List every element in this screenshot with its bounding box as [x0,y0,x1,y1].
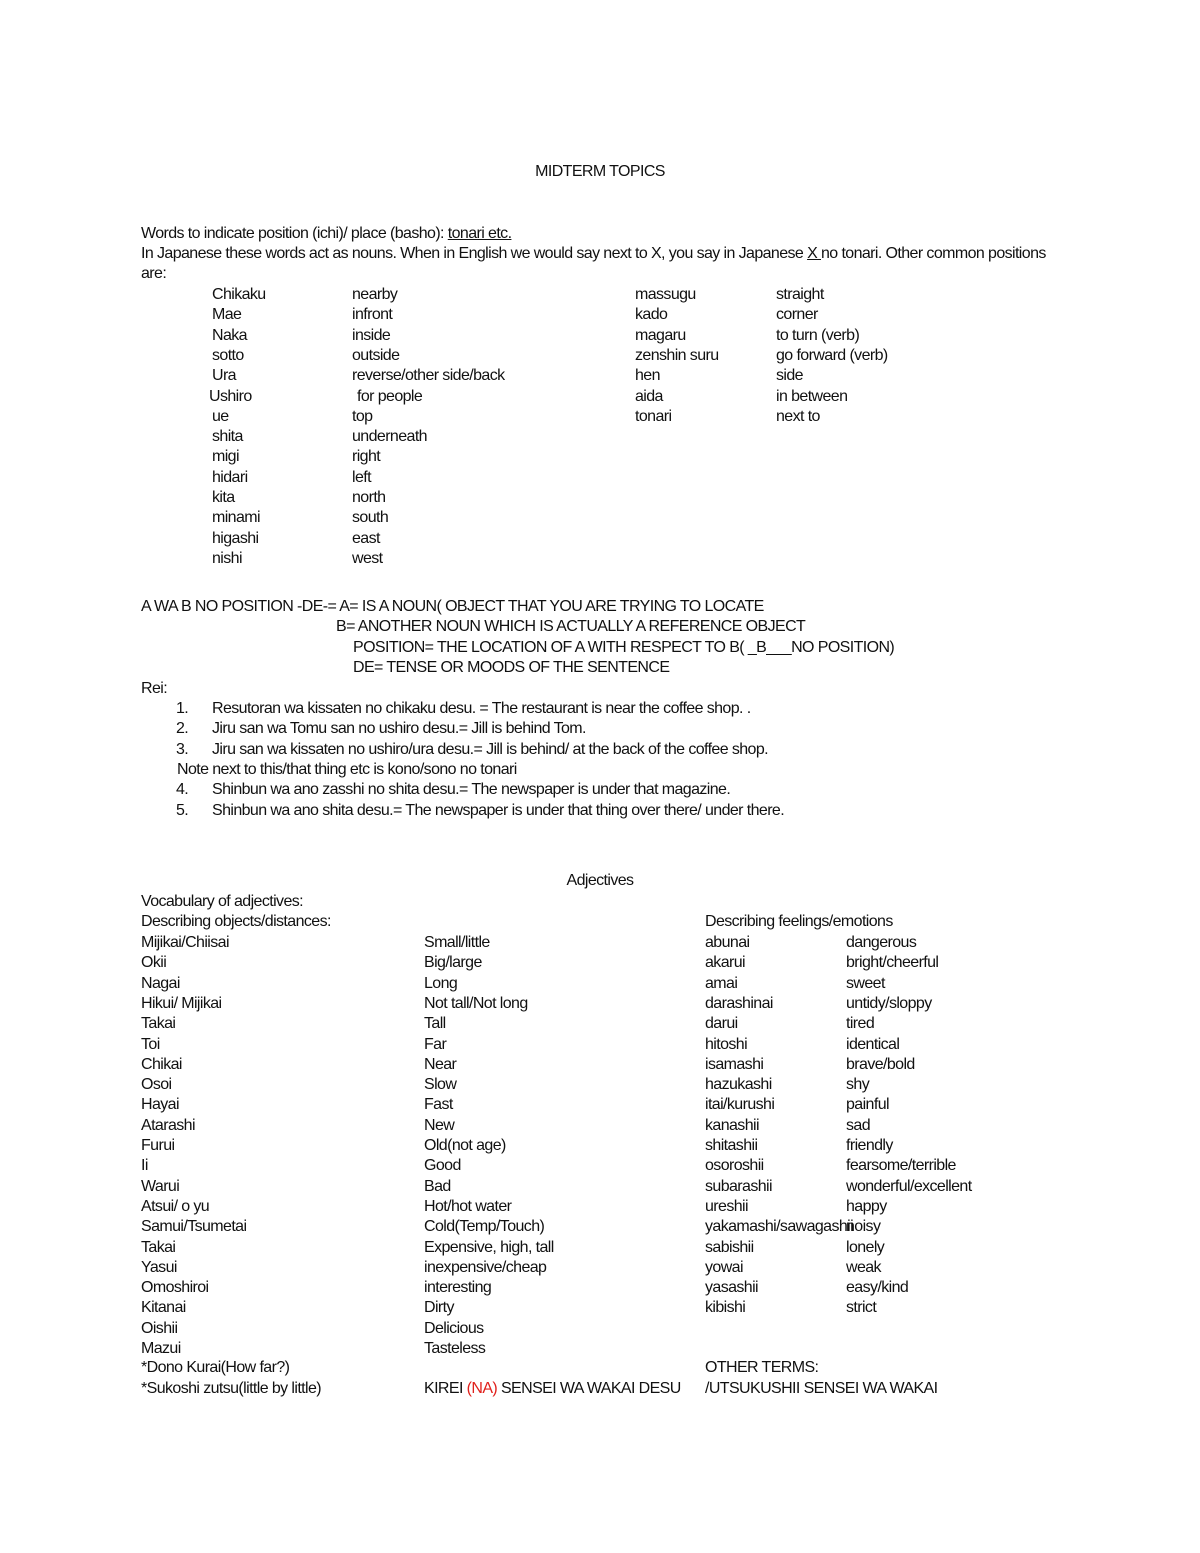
adjective-meaning: brave/bold [846,1055,915,1073]
adjective-term: kibishi [705,1299,746,1317]
adjective-meaning: easy/kind [846,1279,909,1297]
adjective-meaning: lonely [846,1238,885,1256]
adjective-term: Nagai [141,974,180,992]
midterm-title: MIDTERM TOPICS [535,163,665,180]
vocab-label: Vocabulary of adjectives: [141,893,303,910]
adjective-term: abunai [705,934,750,951]
adjective-term: Hayai [141,1096,179,1114]
adjective-meaning: tired [846,1015,875,1033]
position-meaning: inside [352,326,391,344]
position-term: nishi [212,549,242,567]
example-number: 5. [176,801,189,819]
objects-label: Describing objects/distances: [141,913,331,930]
adjective-term: osoroshii [705,1157,764,1175]
position-meaning: go forward (verb) [776,346,888,364]
position-term: hen [635,367,660,385]
para-line-1 [141,244,1046,264]
position-term: tonari [635,407,672,425]
position-term: Mae [212,306,242,324]
position-meaning: next to [776,407,820,425]
adjective-meaning: Small/little [424,934,490,951]
adjective-term: shitashii [705,1137,758,1154]
adjective-meaning: Bad [424,1177,451,1195]
adjective-term: Osoi [141,1076,172,1094]
adjective-meaning: strict [846,1299,877,1317]
position-term: sotto [212,346,244,364]
adjective-meaning: Slow [424,1076,457,1094]
grammar-line-3: POSITION= THE LOCATION OF A WITH RESPECT TO B( _B___NO POSITION) [353,639,895,656]
adjective-term: Ii [141,1157,148,1175]
adjective-term: Mijikai/Chiisai [141,934,229,951]
adjective-term: Warui [141,1177,180,1195]
example-text: Resutoran wa kissaten no chikaku desu. = The restaurant is near the coffee shop. . [212,700,751,717]
example-text: Jiru san wa kissaten no ushiro/ura desu.= Jill is behind/ at the back of the coffee shop. [212,740,768,758]
grammar-line-1: A WA B NO POSITION -DE-= A= IS A NOUN( OBJECT THAT YOU ARE TRYING TO LOCATE [141,598,764,615]
example-text: Shinbun wa ano shita desu.= The newspaper is under that thing over there/ under there. [212,801,785,819]
sukoshi-zutsu: *Sukoshi zutsu(little by little) [141,1380,321,1397]
adjective-term: yasashii [705,1279,759,1297]
adjective-term: Chikai [141,1055,182,1073]
adjective-term: hitoshi [705,1035,748,1053]
adjective-term: Takai [141,1238,176,1256]
intro-underlined: tonari etc. [447,225,512,242]
adjective-meaning: New [424,1116,455,1134]
adjective-term: Yasui [141,1258,177,1276]
adjective-meaning: dangerous [846,934,917,951]
position-meaning: left [352,468,371,486]
adjective-term: yakamashi/sawagashii [705,1218,854,1236]
adjective-term: Takai [141,1015,176,1033]
dono-kurai: *Dono Kurai(How far?) [141,1359,290,1376]
adjective-meaning: Near [424,1055,457,1073]
adjective-meaning: sweet [846,974,885,992]
adjective-meaning: Big/large [424,954,482,972]
adjective-term: darui [705,1015,738,1033]
adjective-meaning: fearsome/terrible [846,1157,956,1175]
adjective-meaning: Cold(Temp/Touch) [424,1218,545,1236]
adjective-meaning: weak [846,1258,881,1276]
adjective-meaning: sad [846,1116,870,1134]
rei-label: Rei: [141,680,168,697]
position-meaning: top [352,407,373,425]
adjective-meaning: wonderful/excellent [846,1177,972,1195]
adjective-meaning: Expensive, high, tall [424,1238,554,1256]
intro-text: Words to indicate position (ichi)/ place (basho): [141,225,448,242]
para-line-2: are: [141,265,167,282]
adjectives-title: Adjectives [566,872,634,889]
adjective-term: Mazui [141,1340,181,1357]
adjective-meaning: inexpensive/cheap [424,1258,547,1276]
para-text-2: no tonari. Other common positions [821,245,1046,262]
adjective-meaning: Delicious [424,1319,484,1337]
position-meaning: for people [357,387,423,405]
adjective-term: ureshii [705,1197,748,1215]
example-text: Note next to this/that thing etc is kono/sono no tonari [177,760,517,778]
adjective-term: Kitanai [141,1299,186,1317]
adjective-term: Oishii [141,1319,178,1337]
example-number: 4. [176,781,189,799]
adjective-term: Toi [141,1035,160,1053]
position-meaning: south [352,509,389,527]
adjective-meaning: Dirty [424,1299,454,1317]
adjective-term: Atarashi [141,1116,195,1134]
position-term: massugu [635,286,696,303]
position-meaning: straight [776,286,824,303]
position-term: kita [212,489,235,506]
position-term: hidari [212,468,248,486]
position-meaning: underneath [352,428,427,446]
adjective-term: Okii [141,954,167,972]
adjective-term: Omoshiroi [141,1279,209,1297]
kirei-pre: KIREI [424,1380,467,1397]
position-term: magaru [635,326,686,344]
adjective-term: Samui/Tsumetai [141,1218,247,1236]
adjective-term: akarui [705,954,745,972]
adjective-meaning: Long [424,974,458,992]
position-meaning: infront [352,306,393,324]
example-number: 2. [176,720,189,738]
position-meaning: north [352,489,386,506]
example-text: Shinbun wa ano zasshi no shita desu.= The newspaper is under that magazine. [212,781,731,799]
kirei-na-marker: (NA) [466,1380,498,1397]
adjective-meaning: bright/cheerful [846,954,939,972]
position-term: kado [635,306,668,324]
utsukushii-sentence: /UTSUKUSHII SENSEI WA WAKAI [705,1380,938,1397]
adjective-term: amai [705,974,738,992]
position-meaning: side [776,367,803,385]
kirei-post: SENSEI WA WAKAI DESU [497,1380,681,1397]
adjective-term: Atsui/ o yu [141,1197,210,1215]
position-meaning: outside [352,346,400,364]
kirei-sentence [424,1379,681,1399]
para-x: X [807,245,821,262]
position-term: ue [212,407,229,425]
adjective-meaning: Fast [424,1096,453,1114]
position-term: shita [212,428,243,446]
position-term: zenshin suru [635,346,719,364]
example-text: Jiru san wa Tomu san no ushiro desu.= Jill is behind Tom. [212,720,586,738]
adjective-meaning: identical [846,1035,900,1053]
adjective-term: isamashi [705,1055,764,1073]
position-meaning: corner [776,306,818,324]
grammar-line-4: DE= TENSE OR MOODS OF THE SENTENCE [353,659,670,676]
adjective-term: darashinai [705,994,773,1012]
position-term: Chikaku [212,286,266,303]
position-term: migi [212,448,239,466]
adjective-meaning: shy [846,1076,870,1094]
adjective-meaning: Tall [424,1015,446,1033]
adjective-meaning: Hot/hot water [424,1197,512,1215]
para-text-1: In Japanese these words act as nouns. When in English we would say next to X, you say in Japanese [141,245,808,262]
position-term: minami [212,509,260,527]
adjective-meaning: noisy [846,1218,881,1236]
feelings-label: Describing feelings/emotions [705,913,893,930]
position-meaning: in between [776,387,848,405]
position-term: Ura [212,367,236,385]
adjective-meaning: interesting [424,1279,492,1297]
other-terms-label: OTHER TERMS: [705,1359,819,1376]
adjective-term: hazukashi [705,1076,772,1094]
adjective-meaning: Not tall/Not long [424,994,528,1012]
adjective-meaning: Old(not age) [424,1137,506,1154]
example-number: 3. [176,740,189,758]
adjective-term: sabishii [705,1238,754,1256]
adjective-term: subarashii [705,1177,772,1195]
position-meaning: right [352,448,381,466]
example-number: 1. [176,700,189,717]
adjective-meaning: friendly [846,1137,893,1154]
adjective-meaning: Good [424,1157,461,1175]
position-term: aida [635,387,663,405]
adjective-meaning: Far [424,1035,447,1053]
adjective-term: yowai [705,1258,743,1276]
adjective-term: kanashii [705,1116,759,1134]
adjective-meaning: happy [846,1197,887,1215]
adjective-term: Hikui/ Mijikai [141,994,222,1012]
position-meaning: to turn (verb) [776,326,860,344]
adjective-term: Furui [141,1137,175,1154]
adjective-meaning: Tasteless [424,1340,486,1357]
position-meaning: east [352,529,380,547]
position-term: higashi [212,529,259,547]
adjective-term: itai/kurushi [705,1096,775,1114]
position-meaning: reverse/other side/back [352,367,505,385]
position-meaning: west [352,549,383,567]
position-term: Ushiro [209,387,252,405]
adjective-meaning: painful [846,1096,889,1114]
grammar-line-2: B= ANOTHER NOUN WHICH IS ACTUALLY A REFERENCE OBJECT [336,618,806,635]
position-meaning: nearby [352,286,398,303]
adjective-meaning: untidy/sloppy [846,994,932,1012]
intro-line [141,224,511,244]
position-term: Naka [212,326,247,344]
